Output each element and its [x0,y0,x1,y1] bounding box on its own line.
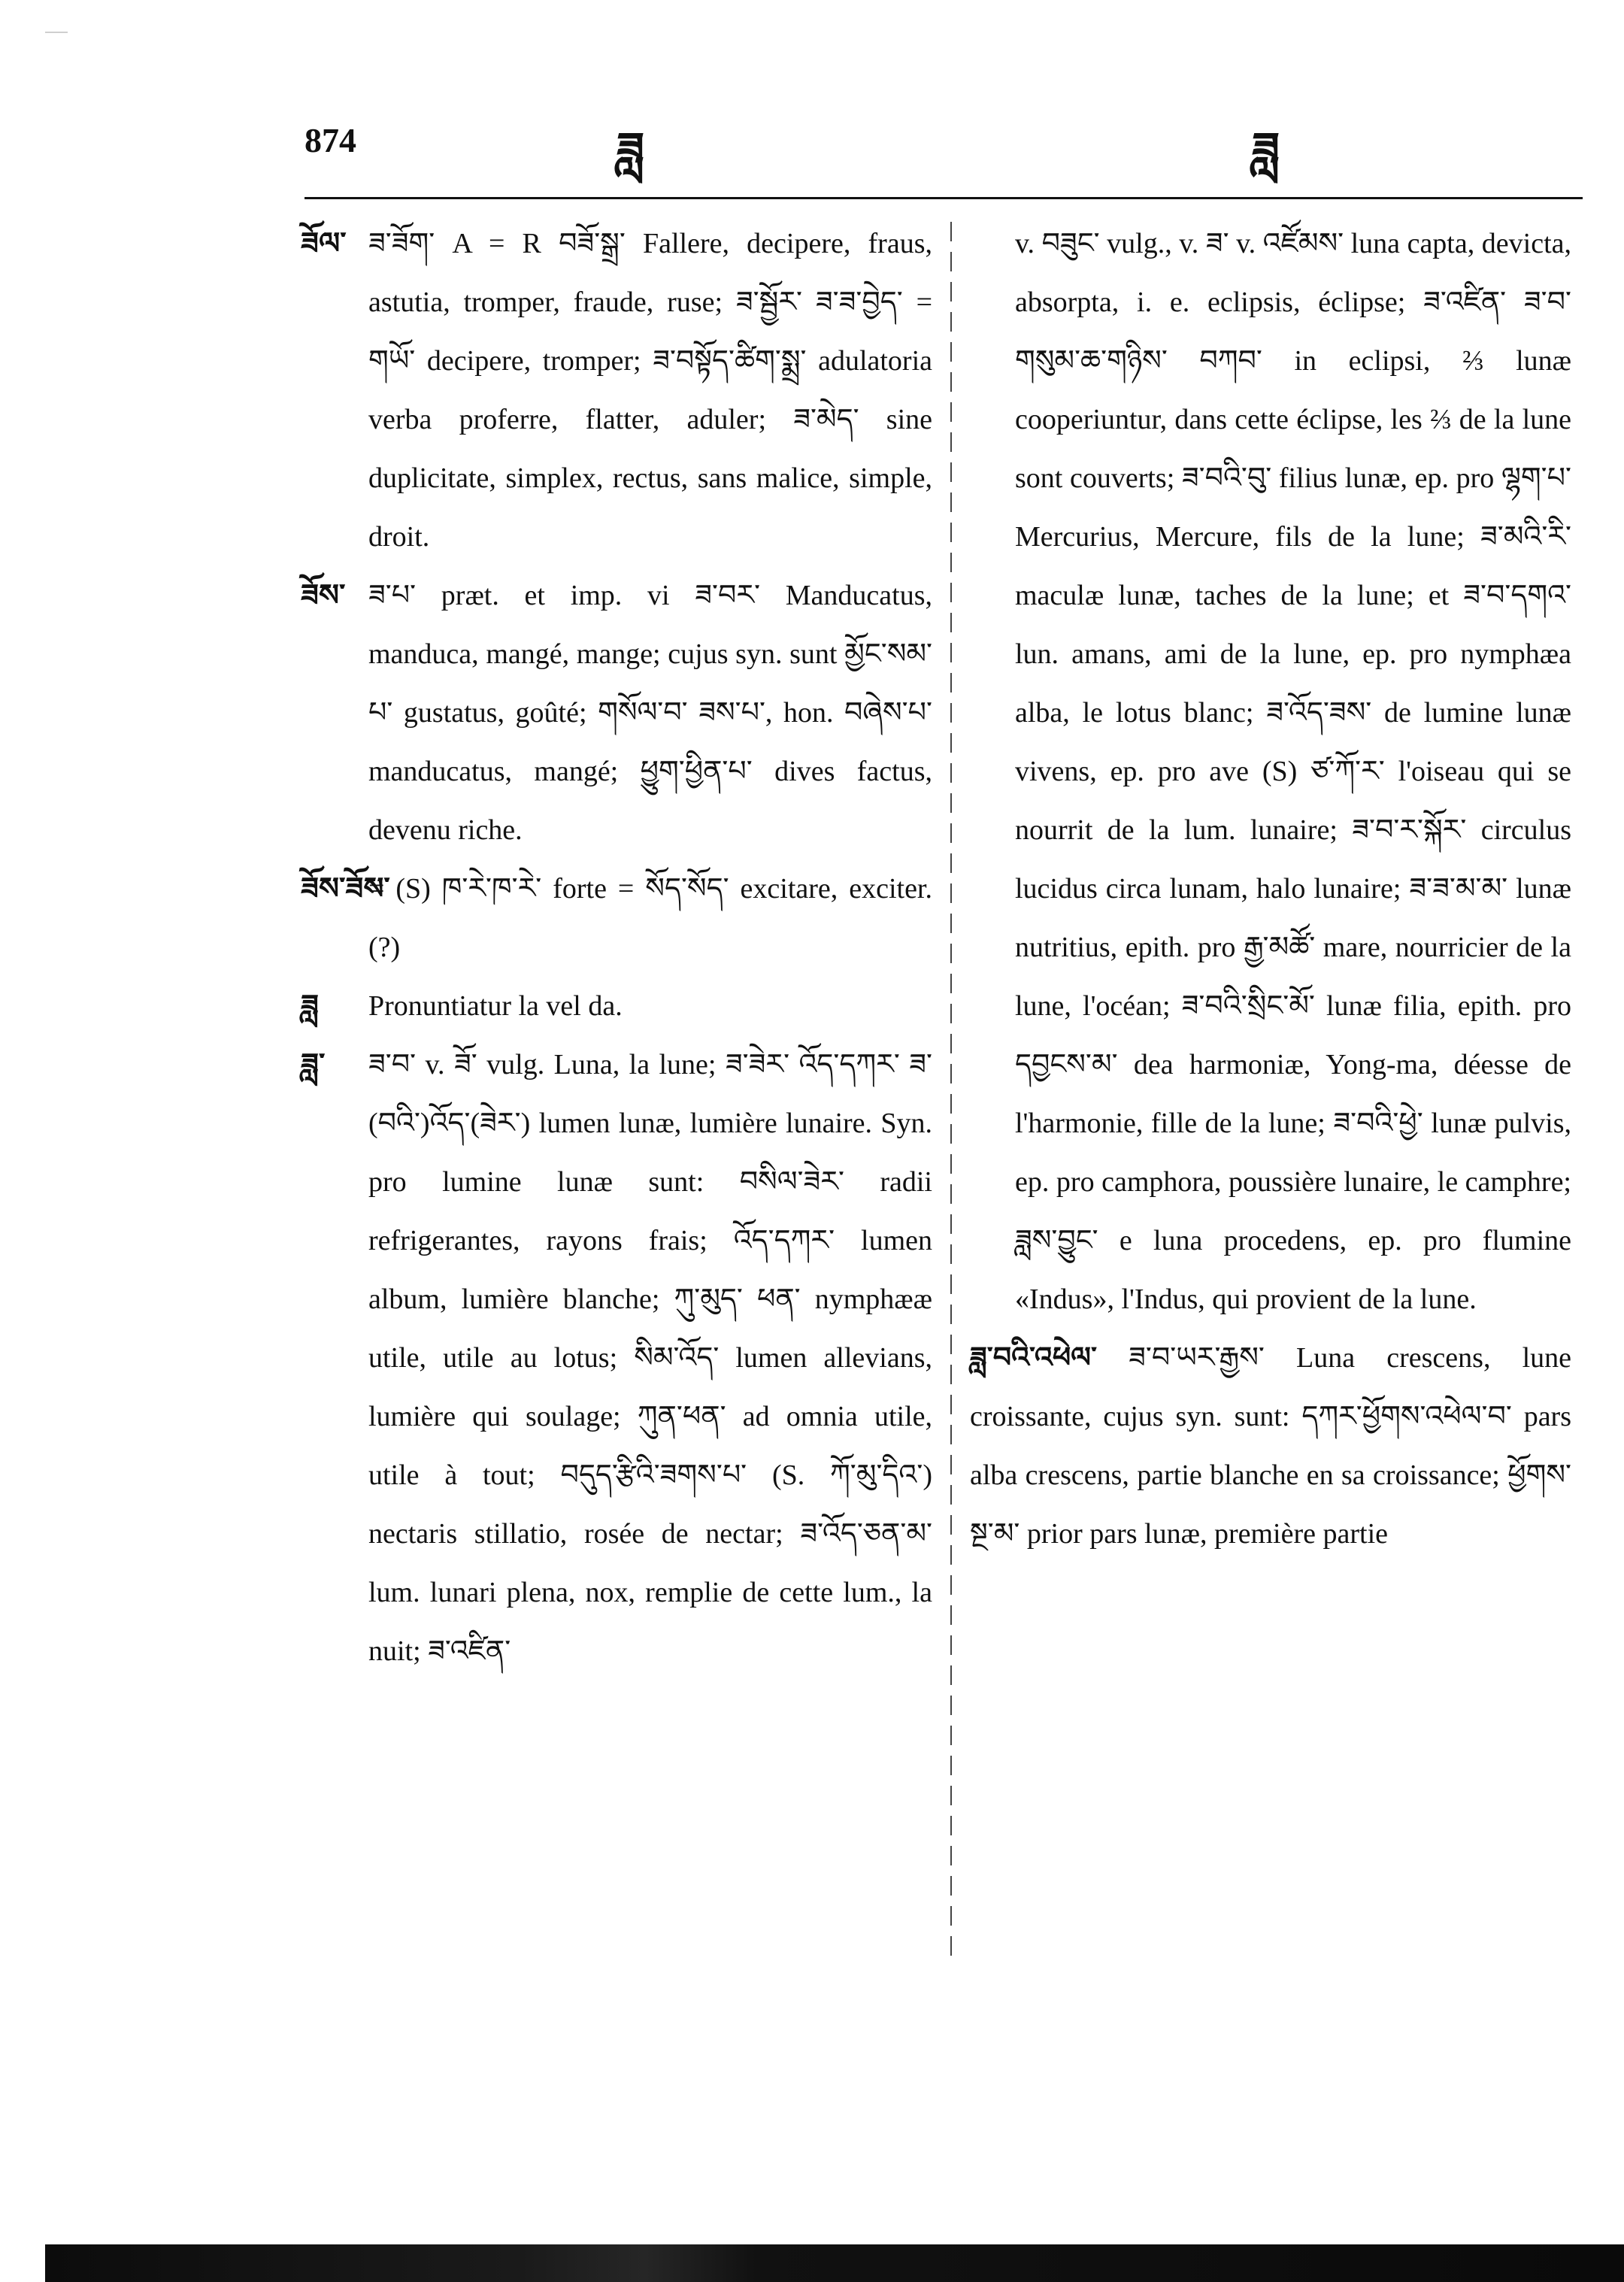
entry-headword: ཟོལ་ [301,226,347,260]
running-head-right: ཟླ [1252,122,1280,177]
dictionary-entry [970,1329,1571,1563]
entry-headword: ཟླ [301,989,319,1023]
scan-bottom-edge [45,2244,1624,2282]
entry-text: ཟ་པ་ præt. et imp. vi ཟ་བར་ Manducatus, manduca, mangé, mange; cujus syn. sunt མྱོང་སམ་པ་ gustatus, goûté; གསོལ་བ་ ཟས་པ་, hon. བཞེས་པ་ manducatus, mangé; ཕྱུག་ཕྱིན་པ་ dives factus, devenu riche. [368,580,932,846]
right-column [970,214,1571,1563]
column-divider [950,222,952,1966]
entry-text: ཟ་བ་ v. ཟོ་ vulg. Luna, la lune; ཟ་ཟེར་ འོད་དཀར་ ཟ་(བའི་)འོད་(ཟེར་) lumen lunæ, lumière lunaire. Syn. pro lumine lunæ sunt: བསིལ་ཟེར་ radii refrigerantes, rayons frais; འོད་དཀར་ lumen album, lumière blanche; ཀུ་མུད་ ཕན་ nymphææ utile, utile au lotus; སིམ་འོད་ lumen allevians, lumière qui soulage; ཀུན་ཕན་ ad omnia utile, utile à tout; བདུད་རྩིའི་ཟགས་པ་ (S. ཀོ་མུ་དིའ་) nectaris stillatio, rosée de nectar; ཟ་འོད་ཅན་མ་ lum. lunari plena, nox, remplie de cette lum., la nuit; ཟ་འཛིན་ [368,1049,932,1667]
entry-text: ཟ་བ་ཡར་རྒྱས་ Luna crescens, lune croissante, cujus syn. sunt: དཀར་ཕྱོགས་འཕེལ་བ་ pars alba crescens, partie blanche en sa croissance; ཕྱོགས་སྔ་མ་ prior pars lunæ, première partie [970,1342,1572,1550]
entry-headword: ཟོས་ཟོས་ [301,871,390,905]
dictionary-entry [301,859,932,977]
entry-text: ཟ་ཟོག་ A = R བཟོ་སྒྲ་ Fallere, decipere, fraus, astutia, tromper, fraude, ruse; ཟ་སྦྱོར་ ཟ་ཟ་བྱེད་ = གཡོ་ decipere, tromper; ཟ་བསྟོད་ཚིག་སྨྲ་ adulatoria verba proferre, flatter, aduler; ཟ་མེད་ sine duplicitate, simplex, rectus, sans malice, simple, droit. [368,228,932,553]
entry-text: v. བཟུང་ vulg., v. ཟ་ v. འཛོམས་ luna capta, devicta, absorpta, i. e. eclipsis, éclipse; ཟ་འཛིན་ ཟ་བ་གསུམ་ཆ་གཉིས་ བཀབ་ in eclipsi, ⅔ lunæ cooperiuntur, dans cette éclipse, les ⅔ de la lune sont couverts; ཟ་བའི་བུ་ filius lunæ, ep. pro ལྷག་པ་ Mercurius, Mercure, fils de la lune; ཟ་མའི་རི་ maculæ lunæ, taches de la lune; et ཟ་བ་དགའ་ lun. amans, ami de la lune, ep. pro nymphæa alba, le lotus blanc; ཟ་འོད་ཟས་ de lumine lunæ vivens, ep. pro ave (S) ཙ་ཀོ་ར་ l'oiseau qui se nourrit de la lum. lunaire; ཟ་བ་ར་སྐོར་ circulus lucidus circa lunam, halo lunaire; ཟ་ཟ་མ་མ་ lunæ nutritius, epith. pro རྒྱ་མཚོ་ mare, nourricier de la lune, l'océan; ཟ་བའི་སྲིང་མོ་ lunæ filia, epith. pro དབྱངས་མ་ dea harmoniæ, Yong-ma, déesse de l'harmonie, fille de la lune; ཟ་བའི་ཕྱེ་ lunæ pulvis, ep. pro camphora, poussière lunaire, le camphre; ཟླས་བྱུང་ e luna procedens, ep. pro flumine «Indus», l'Indus, qui provient de la lune. [1015,228,1571,1315]
entry-text: = (S) ཁ་རེ་ཁ་རེ་ forte = སོད་སོད་ excitare, exciter. (?) [368,873,932,963]
dictionary-entry [301,1035,932,1680]
header-rule [304,197,1583,199]
page-number: 874 [304,121,356,159]
dictionary-entry-continued [970,214,1571,1329]
entry-headword: ཟོས་ [301,578,346,612]
dictionary-entry [301,977,932,1035]
left-column [301,214,932,1680]
entry-headword: ཟླ་བའི་འཕེལ་ [970,1342,1097,1374]
entry-headword: ཟླ་ [301,1047,326,1081]
dictionary-entry [301,214,932,566]
scan-mark [45,32,68,33]
entry-text: Pronuntiatur la vel da. [368,990,623,1022]
running-head-left: ཟླ [617,122,645,177]
dictionary-entry [301,566,932,859]
